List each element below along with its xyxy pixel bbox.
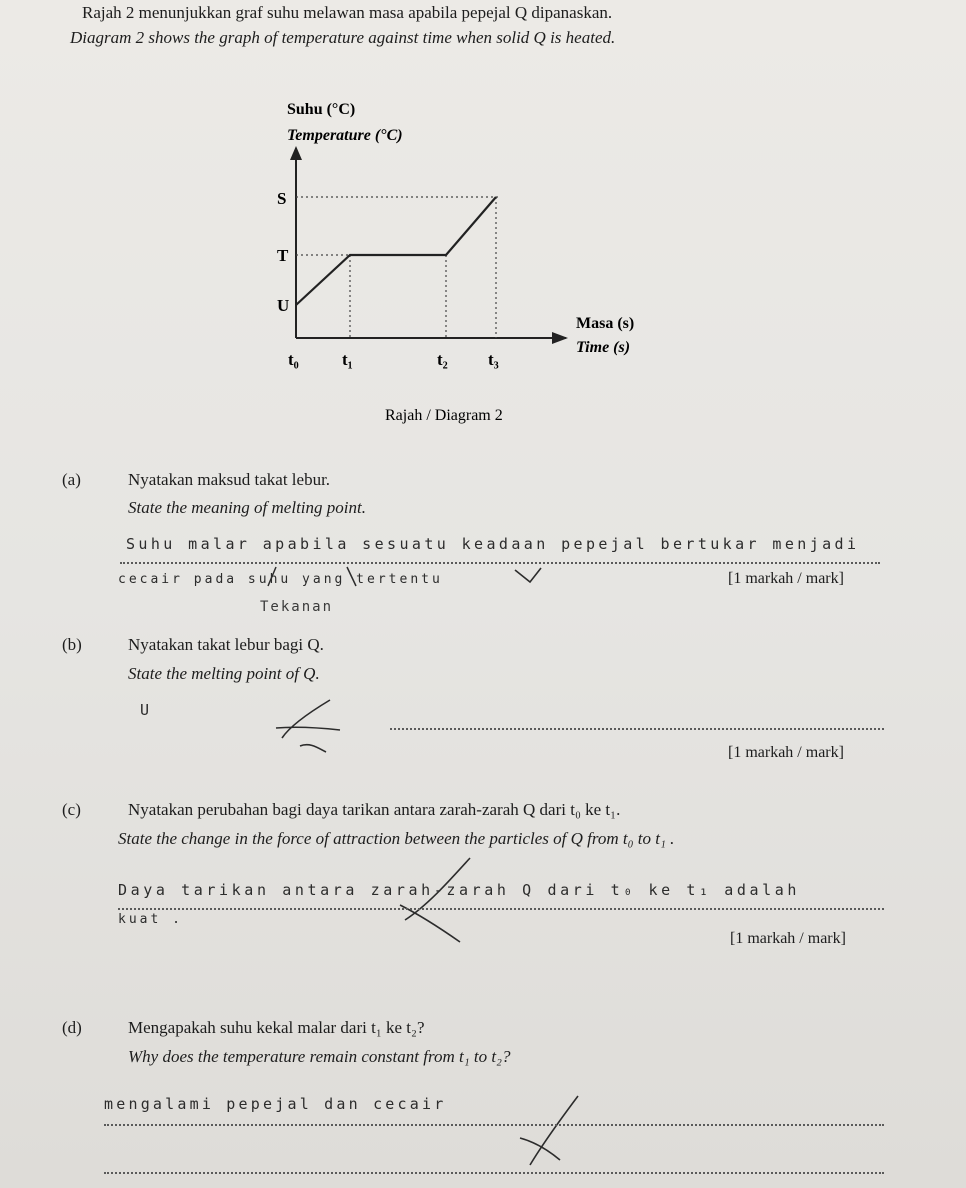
answer-line [104, 1124, 884, 1126]
question-c-number: (c) [62, 800, 81, 819]
answer-line [104, 1172, 884, 1174]
question-c-answer-line1: Daya tarikan antara zarah-zarah Q dari t₀ ke t₁ adalah [118, 881, 801, 899]
cross-mark-d [520, 1096, 578, 1165]
question-a-answer-line1: Suhu malar apabila sesuatu keadaan pepejal bertukar menjadi [126, 535, 860, 553]
cross-mark-c [400, 858, 470, 942]
answer-line [118, 908, 884, 910]
question-c-mark: [1 markah / mark] [730, 930, 846, 947]
question-b-mark: [1 markah / mark] [728, 744, 844, 761]
question-b-number: (b) [62, 635, 82, 654]
y-tick-u: U [277, 296, 290, 315]
question-b-malay: Nyatakan takat lebur bagi Q. [128, 635, 324, 654]
question-c-english: State the change in the force of attraction between the particles of Q from t₀ to t₁ . [118, 829, 675, 848]
x-tick-t0: t₀ [288, 350, 299, 369]
question-a-mark: [1 markah / mark] [728, 570, 844, 587]
x-tick-t3: t₃ [488, 350, 499, 369]
cross-mark-b [276, 700, 340, 752]
x-axis-label-english: Time (s) [576, 339, 631, 356]
y-axis-label-english: Temperature (°C) [287, 127, 403, 144]
intro-malay: Rajah 2 menunjukkan graf suhu melawan masa apabila pepejal Q dipanaskan. [82, 3, 613, 22]
intro-english: Diagram 2 shows the graph of temperature against time when solid Q is heated. [70, 28, 616, 47]
question-d-english: Why does the temperature remain constant from t₁ to t₂? [128, 1047, 511, 1066]
question-c-malay: Nyatakan perubahan bagi daya tarikan antara zarah-zarah Q dari t₀ ke t₁. [128, 800, 621, 819]
y-axis-label-malay: Suhu (°C) [287, 101, 356, 118]
answer-line [390, 728, 884, 730]
question-d-answer-line1: mengalami pepejal dan cecair [104, 1095, 447, 1113]
question-d-malay: Mengapakah suhu kekal malar dari t₁ ke t₂? [128, 1018, 425, 1037]
question-a-correction: Tekanan [260, 599, 334, 615]
question-d-number: (d) [62, 1018, 82, 1037]
question-a-answer-line2: cecair pada suhu yang tertentu [118, 572, 443, 587]
diagram-caption: Rajah / Diagram 2 [385, 407, 503, 424]
bracket-marks [268, 567, 356, 586]
question-a-number: (a) [62, 470, 81, 489]
caret-mark [515, 568, 541, 582]
y-tick-t: T [277, 246, 289, 265]
x-tick-t2: t₂ [437, 350, 448, 369]
question-b-answer: U [140, 701, 153, 719]
question-a-malay: Nyatakan maksud takat lebur. [128, 470, 331, 489]
y-tick-s: S [277, 189, 287, 208]
question-b-english: State the melting point of Q. [128, 664, 320, 683]
x-axis-label-malay: Masa (s) [576, 315, 635, 332]
x-tick-t1: t₁ [342, 350, 353, 369]
question-c-answer-line2: kuat . [118, 912, 183, 927]
question-a-english: State the meaning of melting point. [128, 498, 366, 517]
